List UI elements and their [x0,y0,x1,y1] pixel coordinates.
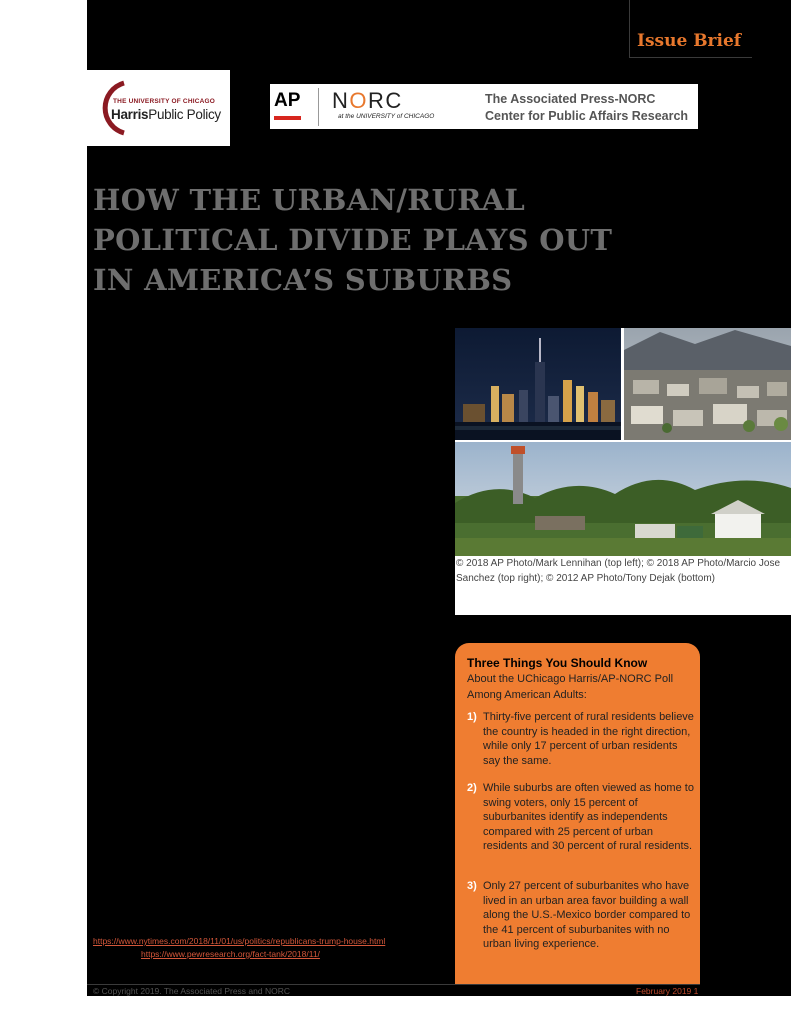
city-skyline-photo [455,328,621,440]
harris-name [111,107,221,122]
callout-item-3 [467,879,695,952]
ap-mark: AP [274,90,301,111]
logo-divider [318,88,319,126]
harris-public-policy-logo [87,70,230,146]
ap-norc-logo [270,84,698,129]
ap-norc-line2: Center for Public Affairs Research [485,109,689,123]
ap-red-bar [274,116,301,120]
norc-o: O [349,88,369,113]
norc-wordmark [332,88,403,114]
norc-rc: RC [368,88,403,113]
page-title [93,180,633,300]
callout-subtitle: About the UChicago Harris/AP-NORC Poll Among American Adults: [467,673,674,701]
header-underline [629,57,752,58]
ap-norc-center-name [485,91,688,125]
norc-n: N [332,88,350,113]
title-line-3: IN AMERICA’S SUBURBS [93,263,513,297]
callout-item-text: Only 27 percent of suburbanites who have lived in an urban area favor building a wall along the U.S.-Mexico border compared to the 41 percent of suburbanites with no urban living experience. [483,880,691,950]
footnote-link-2[interactable]: https://www.pewresearch.org/fact-tank/2018/11/ [141,949,320,959]
footer-copyright: © Copyright 2019. The Associated Press and NORC [93,986,290,996]
footer-page-number: February 2019 1 [636,986,699,996]
harris-rest-text: Public Policy [148,107,221,122]
rural-farm-photo [455,442,791,556]
callout-title: Three Things You Should Know [467,656,648,670]
callout-item-text: Thirty-five percent of rural residents believe the country is headed in the right direction, while only 17 percent of urban residents say the same. [483,711,694,767]
issue-brief-label: Issue Brief [637,31,742,51]
callout-item-text: While suburbs are often viewed as home to swing voters, only 15 percent of suburbanites identify as independents compared with 25 percent of urban residents and 30 percent of rural residents. [483,782,694,852]
callout-item-1 [467,710,695,768]
title-line-1: HOW THE URBAN/RURAL [93,183,526,217]
suburb-houses-photo [624,328,791,440]
footer-divider [87,984,700,985]
header-divider [629,0,630,58]
harris-university-text: THE UNIVERSITY OF CHICAGO [113,98,216,105]
ap-norc-line1: The Associated Press-NORC [485,92,656,106]
callout-item-number: 2) [467,782,477,794]
norc-subtitle: at the UNIVERSITY of CHICAGO [338,113,435,120]
collage-image [455,328,791,556]
harris-bold-text: Harris [111,107,149,122]
callout-item-number: 3) [467,880,477,892]
footnote-link-1[interactable]: https://www.nytimes.com/2018/11/01/us/politics/republicans-trump-house.html [93,936,386,946]
footnote-urls [93,935,443,961]
callout-item-2 [467,781,695,854]
three-things-callout [455,643,700,985]
title-line-2: POLITICAL DIVIDE PLAYS OUT [93,223,613,257]
photo-credit: © 2018 AP Photo/Mark Lennihan (top left); © 2018 AP Photo/Marcio Jose Sanchez (top right); © 2012 AP Photo/Tony Dejak (bottom) [456,558,781,584]
callout-item-number: 1) [467,711,477,723]
